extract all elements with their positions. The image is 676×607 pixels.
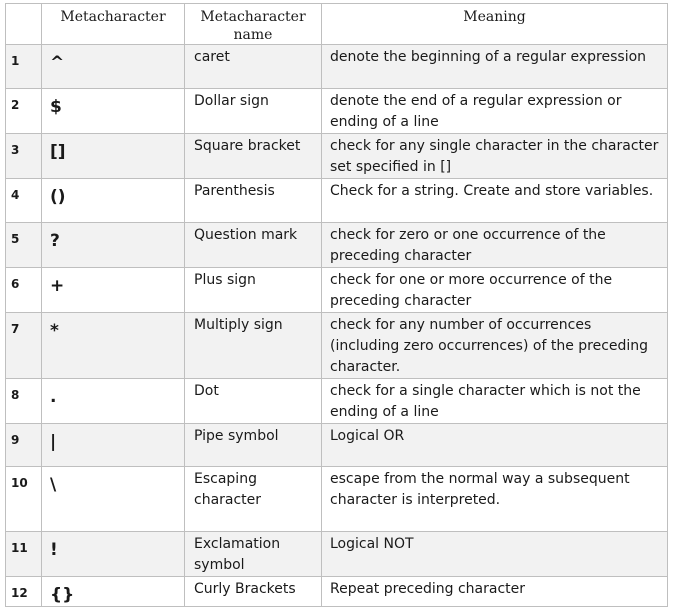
metacharacter-name: Question mark: [185, 223, 322, 268]
metacharacter-symbol: +: [42, 268, 185, 313]
table-row: [6, 577, 668, 607]
metacharacter-name: Parenthesis: [185, 179, 322, 223]
metacharacter-meaning: denote the end of a regular expression or ending of a line: [322, 89, 668, 134]
metacharacter-symbol: .: [42, 379, 185, 424]
metacharacter-name: Dollar sign: [185, 89, 322, 134]
metacharacter-meaning: Check for a string. Create and store variables.: [322, 179, 668, 223]
metacharacter-symbol: {}: [42, 577, 185, 607]
metacharacter-name: Dot: [185, 379, 322, 424]
table-row: [6, 379, 668, 424]
table-row: [6, 532, 668, 577]
metacharacter-meaning: check for any single character in the character set specified in []: [322, 134, 668, 179]
header-metacharacter: Metacharacter: [42, 4, 185, 45]
row-number: 12: [6, 577, 42, 607]
table-row: [6, 467, 668, 532]
header-meaning: Meaning: [322, 4, 668, 45]
metacharacter-meaning: Logical OR: [322, 424, 668, 467]
table-row: [6, 45, 668, 89]
metacharacter-symbol: $: [42, 89, 185, 134]
metacharacter-symbol: ?: [42, 223, 185, 268]
metacharacter-meaning: check for zero or one occurrence of the preceding character: [322, 223, 668, 268]
metacharacter-name: Plus sign: [185, 268, 322, 313]
metacharacter-name: Multiply sign: [185, 313, 322, 379]
table-row: [6, 179, 668, 223]
row-number: 2: [6, 89, 42, 134]
row-number: 5: [6, 223, 42, 268]
metacharacter-name: Square bracket: [185, 134, 322, 179]
header-metacharacter-name: Metacharacter name: [185, 4, 322, 45]
metacharacter-symbol: \: [42, 467, 185, 532]
metacharacter-symbol: |: [42, 424, 185, 467]
table-row: [6, 268, 668, 313]
row-number: 11: [6, 532, 42, 577]
metacharacter-meaning: denote the beginning of a regular expression: [322, 45, 668, 89]
header-index: [6, 4, 42, 45]
metacharacter-meaning: Logical NOT: [322, 532, 668, 577]
metacharacter-symbol: *: [42, 313, 185, 379]
table-row: [6, 424, 668, 467]
row-number: 8: [6, 379, 42, 424]
metacharacter-name: caret: [185, 45, 322, 89]
table-row: [6, 313, 668, 379]
metacharacter-symbol: (): [42, 179, 185, 223]
metacharacter-name: Curly Brackets: [185, 577, 322, 607]
row-number: 3: [6, 134, 42, 179]
metacharacter-meaning: check for one or more occurrence of the preceding character: [322, 268, 668, 313]
row-number: 7: [6, 313, 42, 379]
row-number: 4: [6, 179, 42, 223]
metacharacter-name: Pipe symbol: [185, 424, 322, 467]
table-row: [6, 134, 668, 179]
header-row: [6, 4, 668, 45]
row-number: 6: [6, 268, 42, 313]
metacharacter-meaning: Repeat preceding character: [322, 577, 668, 607]
table-row: [6, 223, 668, 268]
metacharacter-meaning: check for a single character which is not the ending of a line: [322, 379, 668, 424]
row-number: 10: [6, 467, 42, 532]
metacharacter-meaning: escape from the normal way a subsequent character is interpreted.: [322, 467, 668, 532]
table-row: [6, 89, 668, 134]
metacharacter-symbol: !: [42, 532, 185, 577]
row-number: 9: [6, 424, 42, 467]
metacharacter-symbol: ^: [42, 45, 185, 89]
metacharacter-symbol: []: [42, 134, 185, 179]
metacharacter-table: [5, 3, 668, 607]
metacharacter-meaning: check for any number of occurrences (including zero occurrences) of the preceding character.: [322, 313, 668, 379]
row-number: 1: [6, 45, 42, 89]
metacharacter-name: Exclamation symbol: [185, 532, 322, 577]
metacharacter-name: Escaping character: [185, 467, 322, 532]
